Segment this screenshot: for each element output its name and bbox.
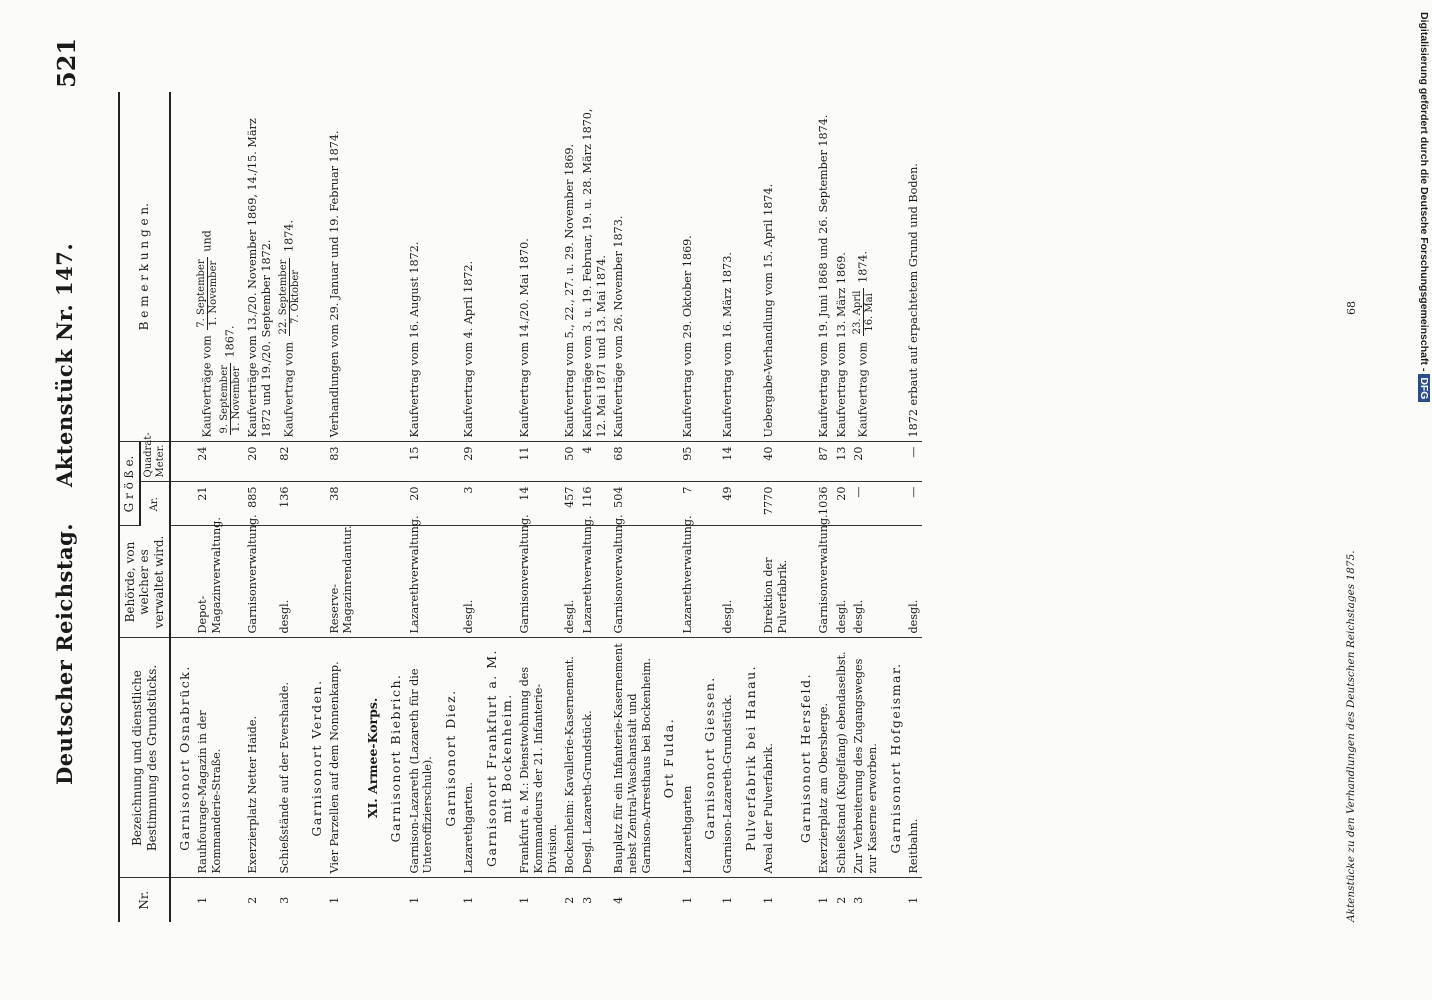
authority-cell: Garnisonverwaltung. xyxy=(244,526,275,638)
page-header xyxy=(52,0,92,1000)
authority-cell: Depot-Magazinverwaltung. xyxy=(194,526,244,638)
property-table xyxy=(118,92,922,922)
remarks-cell xyxy=(760,92,791,442)
authority-cell: desgl. xyxy=(833,526,851,638)
place-heading-row xyxy=(170,92,194,922)
remarks-text-b: 1874. xyxy=(856,250,870,283)
row-number: 1 xyxy=(462,896,476,904)
remarks-cell xyxy=(516,92,561,442)
remarks-text: Kaufverträge vom xyxy=(200,335,214,438)
area-ar-cell: 38 xyxy=(326,482,357,526)
remarks-text: Kaufvertrag vom 29. Oktober 1869. xyxy=(680,235,694,438)
dfg-logo: DFG xyxy=(1418,374,1430,402)
designation-cell: Schießstand (Kugelfang) ebendaselbst. xyxy=(833,638,851,878)
row-number: 3 xyxy=(580,896,594,904)
remarks-cell xyxy=(850,92,881,442)
place-heading-row xyxy=(737,92,760,922)
area-ar-cell: 14 xyxy=(516,482,561,526)
place-heading: Garnisonort Hersfeld. xyxy=(792,638,815,878)
area-ar-cell: 885 xyxy=(244,482,275,526)
designation-cell: Lazarethgarten xyxy=(679,638,697,878)
col-qm: Quadrat-Meter. xyxy=(140,442,170,482)
area-qm-cell: 29 xyxy=(460,442,478,482)
table-row xyxy=(850,92,881,922)
footer-text: Aktenstücke zu den Verhandlungen des Deutschen Reichstages 1875. xyxy=(1345,550,1357,922)
place-heading: Ort Fulda. xyxy=(655,638,678,878)
remarks-text-b: 1874. xyxy=(282,220,296,253)
digitization-text: Digitalisierung gefördert durch die Deutsche Forschungsgemeinschaft - xyxy=(1418,12,1430,372)
authority-cell: desgl. xyxy=(850,526,881,638)
remarks-text: Kaufverträge vom 26. November 1873. xyxy=(612,215,626,438)
col-remarks: B e m e r k u n g e n. xyxy=(119,92,170,442)
area-ar-cell: 457 xyxy=(561,482,579,526)
area-qm-cell: 82 xyxy=(276,442,303,482)
place-heading-row xyxy=(303,92,326,922)
authority-cell: desgl. xyxy=(719,526,737,638)
remarks-cell xyxy=(679,92,697,442)
place-heading-row xyxy=(792,92,815,922)
date-fraction xyxy=(278,258,301,337)
place-heading-row xyxy=(882,92,905,922)
header-center: Aktenstück Nr. 147. xyxy=(52,242,77,488)
row-number: 1 xyxy=(816,896,830,904)
row-number: 1 xyxy=(762,896,776,904)
remarks-text-c: 1867. xyxy=(223,325,237,358)
place-heading: Garnisonort Diez. xyxy=(437,638,460,878)
designation-cell: Rauhfourage-Magazin in der Kommanderie-Straße. xyxy=(194,638,244,878)
area-ar-cell: 20 xyxy=(833,482,851,526)
remarks-text: Kaufvertrag vom 4. April 1872. xyxy=(462,260,476,438)
authority-cell: Lazarethverwaltung. xyxy=(406,526,437,638)
table-row xyxy=(760,92,791,922)
table-row xyxy=(905,92,923,922)
authority-cell: Garnisonverwaltung. xyxy=(815,526,833,638)
fraction-numerator: 7. September xyxy=(196,259,208,328)
table-row xyxy=(833,92,851,922)
area-ar-cell: 504 xyxy=(610,482,655,526)
remarks-text: Kaufvertrag vom 19. Juni 1868 und 26. September 1874. xyxy=(816,114,830,438)
area-ar-cell: 21 xyxy=(194,482,244,526)
fraction-denominator: 16. Mai xyxy=(864,293,876,332)
place-heading: Garnisonort Giessen. xyxy=(696,638,719,878)
table-body xyxy=(170,92,922,922)
authority-cell: desgl. xyxy=(276,526,303,638)
place-heading: Garnisonort Osnabrück. xyxy=(170,638,194,878)
col-size: G r ö ß e. xyxy=(119,442,140,526)
remarks-text: Kaufvertrag vom 16. August 1872. xyxy=(407,241,421,438)
designation-cell: Schießstände auf der Evershaide. xyxy=(276,638,303,878)
date-fraction xyxy=(852,288,875,336)
place-heading: Garnisonort Frankfurt a. M. mit Bockenheim. xyxy=(478,638,517,878)
remarks-cell xyxy=(244,92,275,442)
running-head xyxy=(52,215,77,785)
place-heading: Garnisonort Hofgeismar. xyxy=(882,638,905,878)
table-row xyxy=(460,92,478,922)
row-number: 1 xyxy=(518,896,532,904)
remarks-text: Kaufvertrag vom 5., 22., 27. u. 29. November 1869. xyxy=(563,143,577,438)
remarks-text: Verhandlungen vom 29. Januar und 19. Februar 1874. xyxy=(327,130,341,438)
remarks-text: 1872 erbaut auf erpachtetem Grund und Boden. xyxy=(906,163,920,438)
authority-cell: Garnisonverwaltung. xyxy=(516,526,561,638)
designation-cell: Frankfurt a. M.: Dienstwohnung des Kommandeurs der 21. Infanterie-Division. xyxy=(516,638,561,878)
designation-cell: Garnison-Lazareth (Lazareth für die Unteroffizierschule). xyxy=(406,638,437,878)
table-row xyxy=(406,92,437,922)
remarks-cell xyxy=(833,92,851,442)
area-qm-cell: 20 xyxy=(244,442,275,482)
col-nr: Nr. xyxy=(119,878,170,922)
place-heading-row xyxy=(382,92,405,922)
area-qm-cell: 11 xyxy=(516,442,561,482)
table-row xyxy=(610,92,655,922)
header-left: Deutscher Reichstag. xyxy=(52,522,77,785)
remarks-text: Kaufvertrag vom 16. März 1873. xyxy=(721,252,735,438)
date-fraction xyxy=(219,363,242,435)
remarks-cell xyxy=(610,92,655,442)
table-row xyxy=(276,92,303,922)
fraction-numerator: 23. April xyxy=(852,290,864,335)
authority-cell: Reserve-Magazinrendantur. xyxy=(326,526,357,638)
table-row xyxy=(679,92,697,922)
area-qm-cell: 50 xyxy=(561,442,579,482)
row-number: 1 xyxy=(327,896,341,904)
remarks-text: Kaufvertrag vom 14./20. Mai 1870. xyxy=(518,238,532,438)
area-qm-cell: 83 xyxy=(326,442,357,482)
area-qm-cell: — xyxy=(905,442,923,482)
area-ar-cell: — xyxy=(905,482,923,526)
remarks-cell xyxy=(905,92,923,442)
authority-cell: desgl. xyxy=(561,526,579,638)
place-heading-row xyxy=(478,92,517,922)
remarks-text: Kaufvertrag vom 13. März 1869. xyxy=(834,252,848,438)
remarks-cell xyxy=(276,92,303,442)
authority-cell: desgl. xyxy=(460,526,478,638)
col-ar: Ar. xyxy=(140,482,170,526)
designation-cell: Garnison-Lazareth-Grundstück. xyxy=(719,638,737,878)
remarks-cell xyxy=(406,92,437,442)
designation-cell: Areal der Pulverfabrik. xyxy=(760,638,791,878)
remarks-text: Kaufvertrag vom xyxy=(856,341,870,438)
remarks-cell xyxy=(460,92,478,442)
remarks-cell xyxy=(815,92,833,442)
fraction-numerator: 22. September xyxy=(277,259,289,335)
area-qm-cell: 13 xyxy=(833,442,851,482)
authority-cell: Direktion der Pulverfabrik. xyxy=(760,526,791,638)
area-qm-cell: 14 xyxy=(719,442,737,482)
area-qm-cell: 87 xyxy=(815,442,833,482)
area-qm-cell: 4 xyxy=(579,442,610,482)
area-ar-cell: 136 xyxy=(276,482,303,526)
table-row xyxy=(579,92,610,922)
row-number: 1 xyxy=(196,896,210,904)
designation-cell: Bockenheim: Kavallerie-Kasernement. xyxy=(561,638,579,878)
designation-cell: Exerzierplatz Netter Haide. xyxy=(244,638,275,878)
designation-cell: Desgl. Lazareth-Grundstück. xyxy=(579,638,610,878)
place-heading-row xyxy=(696,92,719,922)
place-heading: Garnisonort Verden. xyxy=(303,638,326,878)
row-number: 2 xyxy=(563,896,577,904)
remarks-text: Kaufverträge vom 13./20. November 1869, 14./15. März 1872 und 19./20. September 1872. xyxy=(246,118,273,438)
authority-cell: Lazarethverwaltung. xyxy=(679,526,697,638)
col-authority: Behörde, von welcher es verwaltet wird. xyxy=(119,526,170,638)
table-row xyxy=(244,92,275,922)
date-fraction xyxy=(196,257,219,329)
row-number: 2 xyxy=(834,896,848,904)
fraction-denominator: 7. Oktober xyxy=(289,269,301,325)
remarks-text-b: und xyxy=(200,230,214,252)
fraction-denominator: 1. November xyxy=(231,366,243,433)
area-qm-cell: 95 xyxy=(679,442,697,482)
remarks-cell xyxy=(194,92,244,442)
place-heading: Garnisonort Biebrich. xyxy=(382,638,405,878)
designation-cell: Vier Parzellen auf dem Nonnenkamp. xyxy=(326,638,357,878)
area-qm-cell: 15 xyxy=(406,442,437,482)
area-ar-cell: — xyxy=(850,482,881,526)
remarks-cell xyxy=(326,92,357,442)
signature-number: 68 xyxy=(1345,301,1358,315)
place-heading-row xyxy=(437,92,460,922)
designation-cell: Zur Verbreiterung des Zugangsweges zur Kaserne erworben. xyxy=(850,638,881,878)
area-qm-cell: 68 xyxy=(610,442,655,482)
area-qm-cell: 20 xyxy=(850,442,881,482)
row-number: 3 xyxy=(852,896,866,904)
place-heading: Pulverfabrik bei Hanau. xyxy=(737,638,760,878)
area-qm-cell: 40 xyxy=(760,442,791,482)
designation-cell: Exerzierplatz am Obersberge. xyxy=(815,638,833,878)
designation-cell: Bauplatz für ein Infanterie-Kasernement nebst Zentral-Waschanstalt und Garnison-Arresthaus bei Bockenheim. xyxy=(610,638,655,878)
authority-cell: Garnisonverwaltung. xyxy=(610,526,655,638)
remarks-cell xyxy=(579,92,610,442)
table-row xyxy=(516,92,561,922)
remarks-cell xyxy=(561,92,579,442)
area-ar-cell: 7770 xyxy=(760,482,791,526)
area-qm-cell: 24 xyxy=(194,442,244,482)
designation-cell: Reitbahn. xyxy=(905,638,923,878)
table-row xyxy=(719,92,737,922)
row-number: 1 xyxy=(906,896,920,904)
remarks-cell xyxy=(719,92,737,442)
row-number: 1 xyxy=(407,896,421,904)
corps-heading: XI. Armee-Korps. xyxy=(357,638,382,878)
authority-cell: desgl. xyxy=(905,526,923,638)
designation-cell: Lazarethgarten. xyxy=(460,638,478,878)
area-ar-cell: 1036 xyxy=(815,482,833,526)
area-ar-cell: 116 xyxy=(579,482,610,526)
table-row xyxy=(194,92,244,922)
area-ar-cell: 3 xyxy=(460,482,478,526)
authority-cell: Lazarethverwaltung. xyxy=(579,526,610,638)
col-designation: Bezeichnung und dienstliche Bestimmung des Grundstücks. xyxy=(119,638,170,878)
table-row xyxy=(561,92,579,922)
row-number: 4 xyxy=(612,896,626,904)
fraction-numerator: 9. September xyxy=(219,365,231,434)
row-number: 3 xyxy=(277,896,291,904)
row-number: 1 xyxy=(721,896,735,904)
page-number: 521 xyxy=(52,37,81,88)
table-row xyxy=(326,92,357,922)
digitization-note xyxy=(1410,8,1430,992)
row-number: 1 xyxy=(680,896,694,904)
place-heading-row xyxy=(655,92,678,922)
corps-heading-row xyxy=(357,92,382,922)
table-row xyxy=(815,92,833,922)
remarks-text: Kaufvertrag vom xyxy=(282,341,296,438)
row-number: 2 xyxy=(246,896,260,904)
fraction-denominator: 1. November xyxy=(208,260,220,327)
area-ar-cell: 7 xyxy=(679,482,697,526)
remarks-text: Uebergabe-Verhandlung vom 15. April 1874. xyxy=(762,183,776,438)
area-ar-cell: 20 xyxy=(406,482,437,526)
area-ar-cell: 49 xyxy=(719,482,737,526)
remarks-text: Kaufverträge vom 3. u. 19. Februar, 19. u. 28. März 1870, 12. Mai 1871 und 13. Mai 1874. xyxy=(580,108,608,438)
